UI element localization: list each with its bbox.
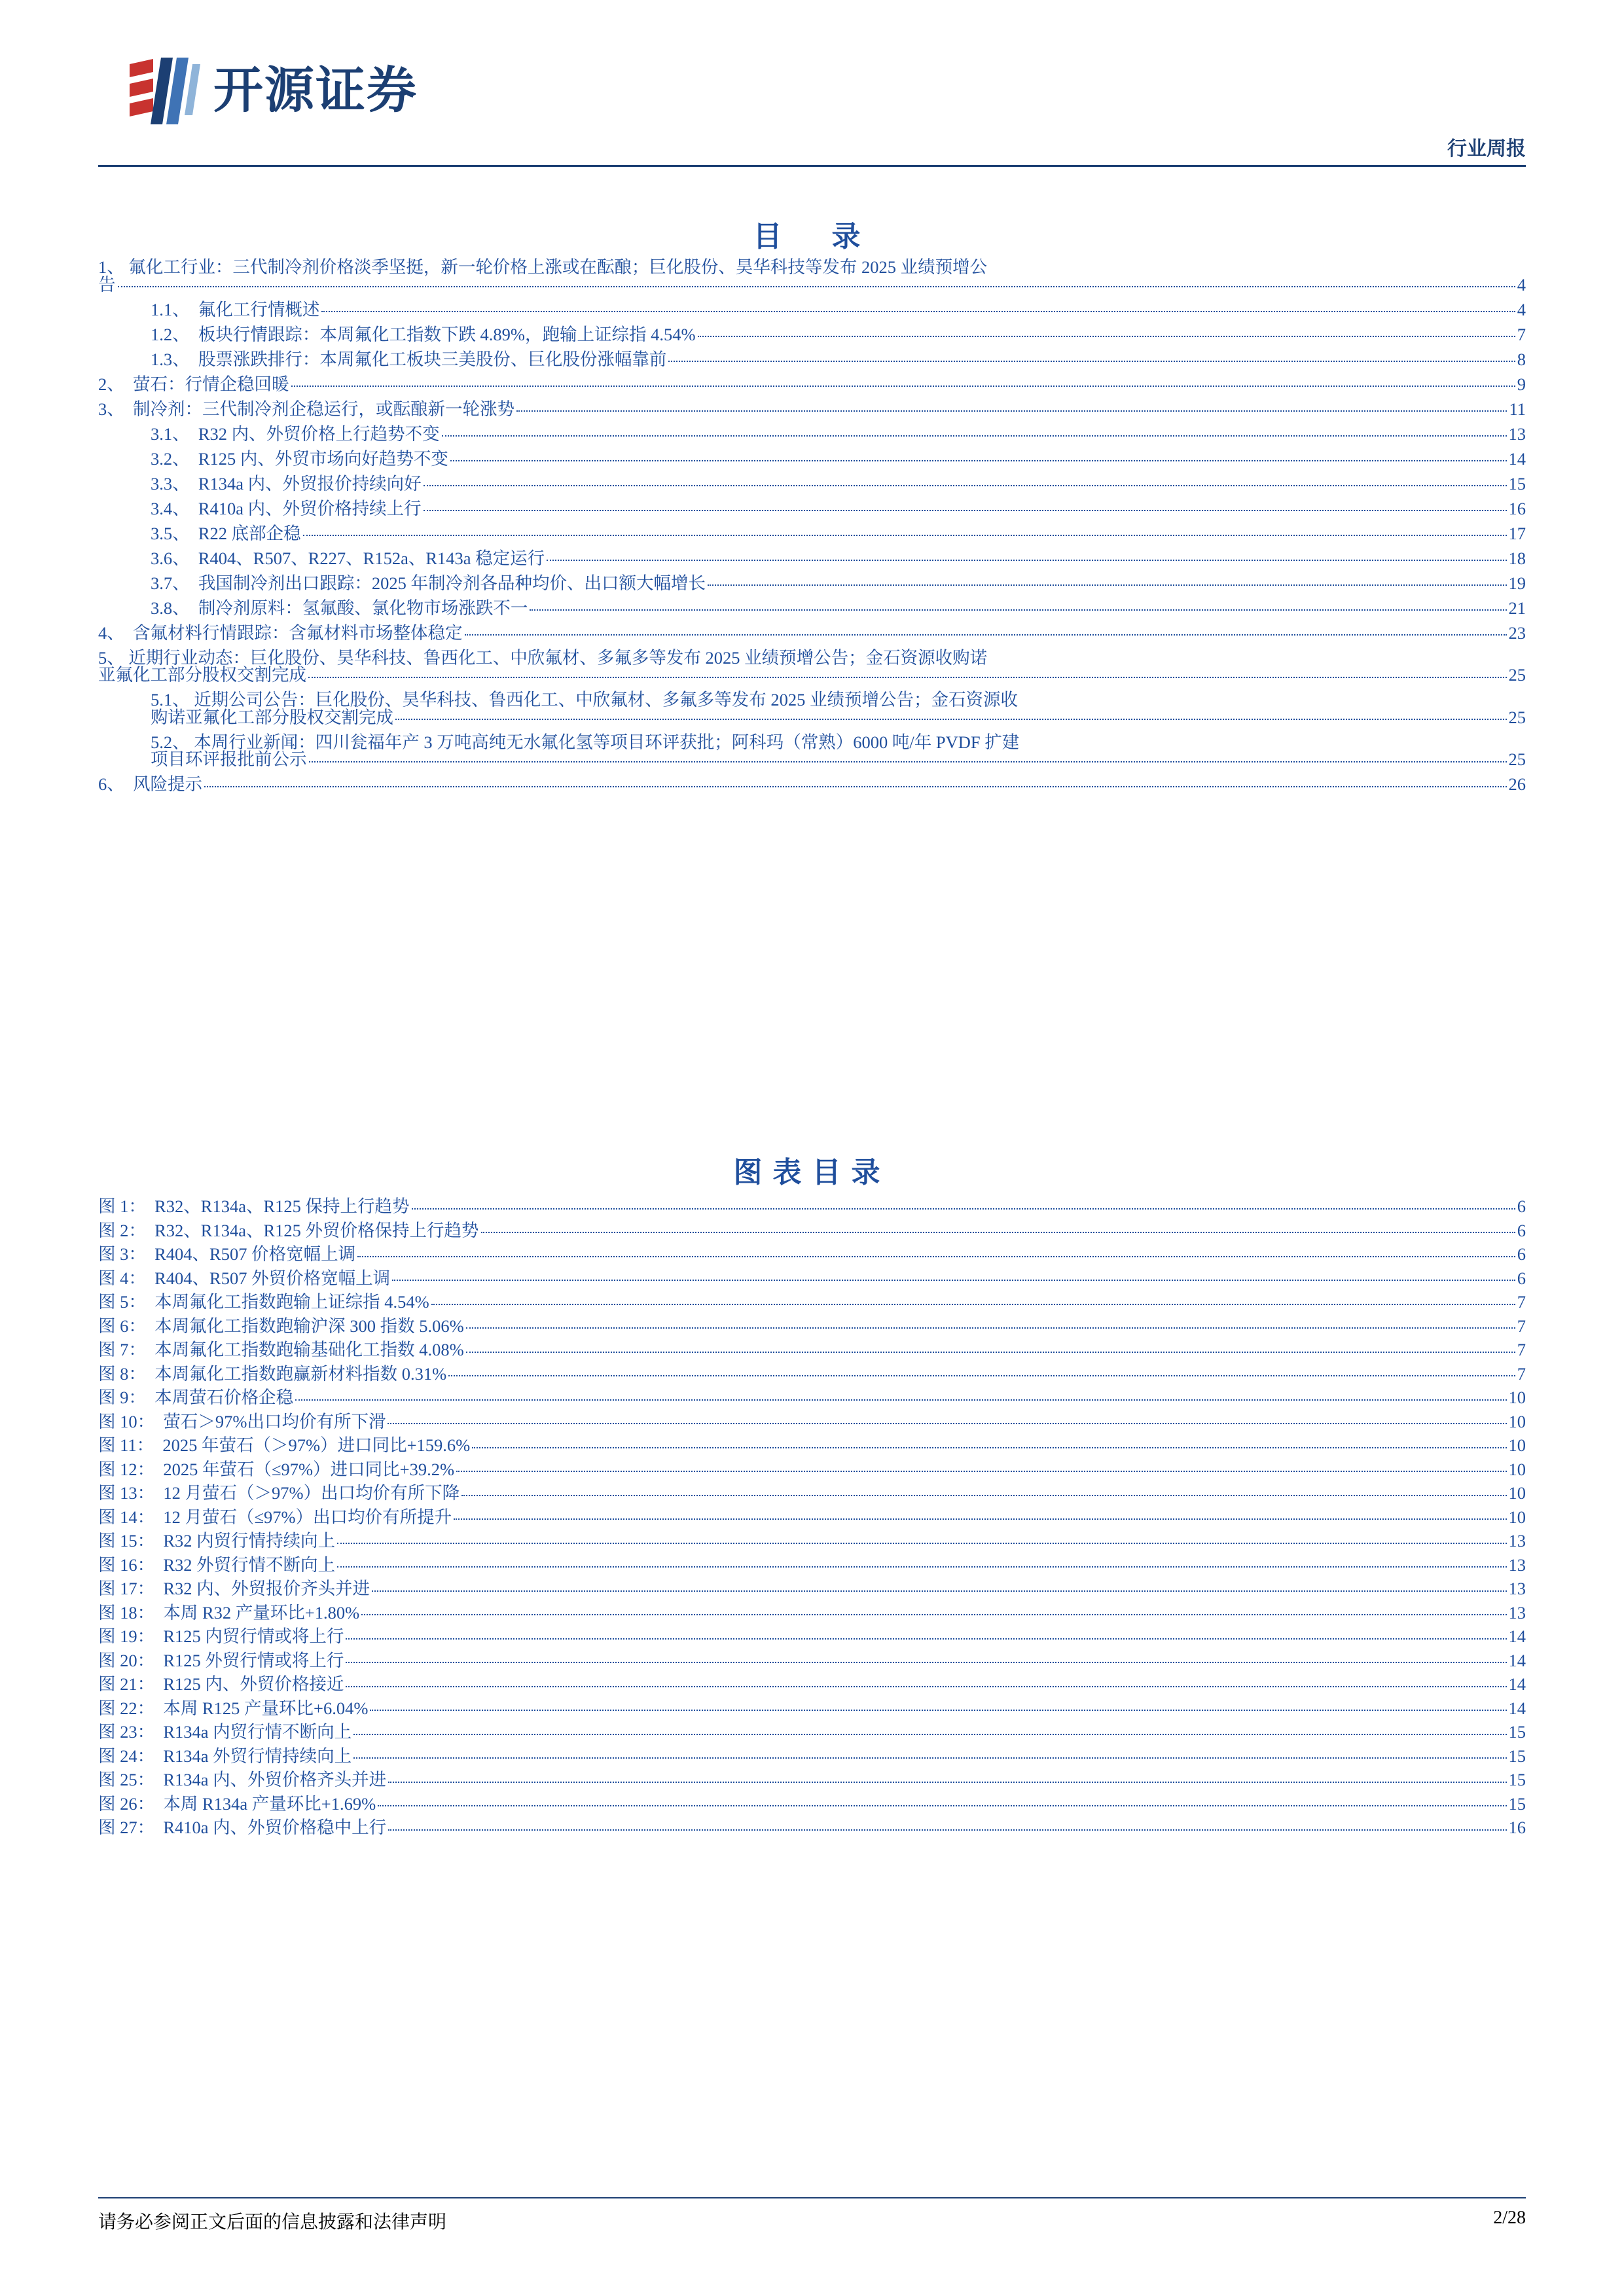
toc-leader-dots (353, 1757, 1506, 1759)
toc-leader-dots (395, 718, 1507, 720)
toc-page-number: 25 (1508, 665, 1526, 685)
toc-page-number: 15 (1508, 1770, 1526, 1789)
toc-page-number: 10 (1508, 1483, 1526, 1503)
figure-entry[interactable] (98, 1700, 1526, 1717)
toc-leader-dots (295, 1399, 1506, 1401)
toc-entry-label: 图 25： R134a 内、外贸价格齐头并进 (98, 1770, 387, 1789)
toc-page-number: 7 (1517, 1363, 1526, 1384)
toc-entry-label-cont: 项目环评报批前公示 (151, 749, 307, 769)
toc-page-number: 25 (1508, 707, 1526, 727)
toc-leader-dots (337, 1542, 1506, 1544)
toc-entry-label-cont: 购诺亚氟化工部分股权交割完成 (151, 707, 393, 727)
toc-leader-dots (431, 1303, 1515, 1305)
figure-entry[interactable] (98, 1198, 1526, 1215)
figure-entry[interactable] (98, 1389, 1526, 1407)
toc-page-number: 14 (1508, 1650, 1526, 1670)
figure-entry[interactable] (98, 1795, 1526, 1813)
toc-entry-label: 3、 制冷剂：三代制冷剂企稳运行，或酝酿新一轮涨势 (98, 399, 514, 419)
toc-leader-dots (472, 1446, 1506, 1448)
toc-entry[interactable] (98, 259, 1526, 293)
toc-entry-label: 图 9： 本周萤石价格企稳 (98, 1388, 294, 1407)
toc-page-number: 15 (1508, 1722, 1526, 1742)
toc-page-number: 26 (1508, 774, 1526, 794)
toc-leader-dots (392, 1279, 1515, 1281)
page-footer (98, 2197, 1526, 2234)
toc-entry-label: 图 20： R125 外贸行情或将上行 (98, 1650, 344, 1670)
toc-leader-dots (346, 1638, 1506, 1640)
toc-page-number: 7 (1517, 1340, 1526, 1359)
toc-page-number: 13 (1508, 1554, 1526, 1575)
figure-entry[interactable] (98, 1365, 1526, 1383)
toc-leader-dots (388, 1781, 1506, 1783)
toc-entry-label: 图 2： R32、R134a、R125 外贸价格保持上行趋势 (98, 1220, 479, 1240)
toc-page-number: 6 (1517, 1244, 1526, 1264)
toc-entry-label: 图 21： R125 内、外贸价格接近 (98, 1674, 344, 1694)
toc-page-number: 15 (1508, 473, 1526, 493)
toc-leader-dots (450, 459, 1507, 461)
toc-leader-dots (456, 1470, 1506, 1472)
toc-entry-label: 图 4： R404、R507 外贸价格宽幅上调 (98, 1268, 391, 1288)
toc-entry-label: 图 19： R125 内贸行情或将上行 (98, 1626, 344, 1646)
figure-entry[interactable] (98, 1556, 1526, 1574)
toc-entry[interactable] (98, 525, 1526, 543)
toc-entry-label: 图 24： R134a 外贸行情持续向上 (98, 1746, 352, 1766)
toc-leader-dots (388, 1422, 1506, 1424)
figure-entry[interactable] (98, 1222, 1526, 1240)
toc-entry-label: 3.3、 R134a 内、外贸报价持续向好 (151, 473, 422, 493)
toc-entry-label-cont: 亚氟化工部分股权交割完成 (98, 665, 306, 685)
toc-leader-dots (370, 1709, 1506, 1711)
toc-leader-dots (708, 584, 1507, 586)
figure-entry[interactable] (98, 1604, 1526, 1622)
toc-heading: 目 录 (753, 221, 871, 253)
toc-leader-dots (547, 559, 1506, 561)
toc-leader-dots (481, 1231, 1515, 1233)
toc-entry-label: 图 8： 本周氟化工指数跑赢新材料指数 0.31% (98, 1363, 447, 1384)
footer-divider (98, 2197, 1526, 2198)
toc-page-number: 13 (1508, 1531, 1526, 1551)
figure-list (98, 1198, 1526, 1843)
toc-entry-label: 3.7、 我国制冷剂出口跟踪：2025 年制冷剂各品种均价、出口额大幅增长 (151, 573, 706, 593)
toc-page-number: 10 (1508, 1459, 1526, 1479)
toc-leader-dots (321, 310, 1515, 312)
toc-leader-dots (372, 1590, 1506, 1592)
toc-entry-label: 3.5、 R22 底部企稳 (151, 523, 301, 543)
toc-page-number: 6 (1517, 1220, 1526, 1240)
toc-entry-label: 图 17： R32 内、外贸报价齐头并进 (98, 1579, 370, 1598)
toc-entry-label: 图 18： 本周 R32 产量环比+1.80% (98, 1602, 360, 1623)
figure-entry[interactable] (98, 1748, 1526, 1765)
header-divider (98, 165, 1526, 167)
toc-page-number: 18 (1508, 548, 1526, 568)
toc-page-number: 25 (1508, 749, 1526, 769)
figure-entry[interactable] (98, 1437, 1526, 1454)
toc-leader-dots (309, 761, 1507, 762)
figure-entry[interactable] (98, 1628, 1526, 1645)
toc-entry[interactable] (98, 691, 1526, 726)
footer-page-number: 2/28 (1493, 2208, 1526, 2228)
toc-leader-dots (361, 1613, 1506, 1615)
toc-entry-label: 5.2、 本周行业新闻：四川瓮福年产 3 万吨高纯无水氟化氢等项目环评获批；阿科玛（常熟）6000 吨/年 PVDF 扩建 (151, 732, 1020, 752)
toc-leader-dots (668, 360, 1515, 362)
toc-entry-label: 图 22： 本周 R125 产量环比+6.04% (98, 1698, 369, 1718)
toc-leader-dots (454, 1518, 1506, 1520)
figure-entry[interactable] (98, 1341, 1526, 1359)
document-type-label: 行业周报 (1447, 138, 1526, 160)
toc-leader-dots (346, 1685, 1506, 1687)
toc-page-number: 14 (1508, 1674, 1526, 1694)
toc-entry-label: 3.4、 R410a 内、外贸价格持续上行 (151, 498, 422, 518)
figure-entry[interactable] (98, 1270, 1526, 1287)
figure-entry[interactable] (98, 1652, 1526, 1670)
toc-entry-label: 4、 含氟材料行情跟踪：含氟材料市场整体稳定 (98, 622, 463, 643)
toc-page-number: 11 (1509, 399, 1526, 419)
toc-page-number: 8 (1517, 349, 1526, 369)
toc-entry[interactable] (98, 575, 1526, 592)
toc-entry[interactable] (98, 326, 1526, 344)
toc-entry-label: 图 10： 萤石＞97%出口均价有所下滑 (98, 1411, 386, 1431)
toc-entry-label: 图 13： 12 月萤石（＞97%）出口均价有所下降 (98, 1483, 460, 1503)
toc-page-number: 19 (1508, 573, 1526, 593)
figure-entry[interactable] (98, 1819, 1526, 1837)
brand-logo (124, 52, 418, 130)
toc-leader-dots (118, 285, 1515, 287)
toc-page-number: 10 (1508, 1388, 1526, 1407)
figure-entry[interactable] (98, 1580, 1526, 1598)
toc-entry-label: 3.6、 R404、R507、R227、R152a、R143a 稳定运行 (151, 548, 545, 568)
toc-page-number: 4 (1517, 299, 1526, 319)
toc-page-number: 10 (1508, 1507, 1526, 1527)
toc-entry-label: 6、 风险提示 (98, 774, 202, 794)
toc-entry[interactable] (98, 376, 1526, 393)
toc-leader-dots (291, 385, 1515, 387)
toc-page-number: 16 (1508, 1818, 1526, 1837)
toc-entry-label: 3.1、 R32 内、外贸价格上行趋势不变 (151, 423, 440, 444)
toc-entry-label: 3.8、 制冷剂原料：氢氟酸、氯化物市场涨跌不一 (151, 598, 528, 618)
toc-entry[interactable] (98, 624, 1526, 642)
toc-entry[interactable] (98, 301, 1526, 319)
toc-leader-dots (424, 509, 1507, 511)
toc-page-number: 13 (1508, 423, 1526, 444)
figures-heading: 图表目录 (733, 1157, 891, 1189)
toc-entry-label: 1、 氟化工行业：三代制冷剂价格淡季坚挺，新一轮价格上涨或在酝酿；巨化股份、昊华科技等发布 2025 业绩预增公 (98, 257, 988, 277)
toc-leader-dots (378, 1804, 1506, 1806)
toc-entry-label: 1.2、 板块行情跟踪：本周氟化工指数下跌 4.89%，跑输上证综指 4.54% (151, 324, 696, 344)
toc-entry-label: 图 3： R404、R507 价格宽幅上调 (98, 1244, 356, 1264)
toc-entry[interactable] (98, 450, 1526, 468)
toc-page-number: 7 (1517, 324, 1526, 344)
toc-entry-label: 图 26： 本周 R134a 产量环比+1.69% (98, 1793, 376, 1814)
toc-leader-dots (516, 410, 1507, 412)
logo-mark-icon (124, 52, 202, 130)
figure-entry[interactable] (98, 1509, 1526, 1526)
table-of-contents (98, 259, 1526, 800)
toc-page-number: 13 (1508, 1579, 1526, 1598)
figure-entry[interactable] (98, 1676, 1526, 1693)
toc-entry[interactable] (98, 734, 1526, 768)
toc-leader-dots (303, 534, 1507, 536)
figure-entry[interactable] (98, 1318, 1526, 1335)
toc-entry-label: 图 27： R410a 内、外贸价格稳中上行 (98, 1818, 387, 1837)
toc-page-number: 6 (1517, 1268, 1526, 1288)
brand-name: 开源证券 (213, 63, 418, 118)
figure-entry[interactable] (98, 1532, 1526, 1550)
toc-entry-label: 1.1、 氟化工行情概述 (151, 299, 320, 319)
toc-entry-label: 图 11： 2025 年萤石（＞97%）进口同比+159.6% (98, 1435, 471, 1455)
toc-leader-dots (388, 1829, 1506, 1831)
toc-entry-label: 1.3、 股票涨跌排行：本周氟化工板块三美股份、巨化股份涨幅靠前 (151, 349, 667, 369)
toc-page-number: 13 (1508, 1602, 1526, 1623)
toc-entry[interactable] (98, 600, 1526, 617)
toc-entry[interactable] (98, 401, 1526, 418)
toc-page-number: 4 (1517, 274, 1526, 295)
figures-heading-wrap (0, 1149, 1624, 1191)
toc-entry[interactable] (98, 649, 1526, 684)
toc-leader-dots (698, 335, 1515, 337)
toc-entry-label: 3.2、 R125 内、外贸市场向好趋势不变 (151, 448, 448, 469)
toc-page-number: 7 (1517, 1316, 1526, 1336)
toc-entry-label: 2、 萤石：行情企稳回暖 (98, 374, 289, 394)
toc-leader-dots (448, 1374, 1515, 1376)
toc-page-number: 9 (1517, 374, 1526, 394)
figure-entry[interactable] (98, 1771, 1526, 1789)
toc-leader-dots (530, 609, 1506, 611)
page-header (98, 46, 1526, 167)
toc-page-number: 23 (1508, 622, 1526, 643)
toc-entry[interactable] (98, 500, 1526, 518)
toc-entry[interactable] (98, 550, 1526, 567)
toc-entry-label: 5.1、 近期公司公告：巨化股份、昊华科技、鲁西化工、中欣氟材、多氟多等发布 2025 业绩预增公告；金石资源收 (151, 690, 1018, 709)
figure-entry[interactable] (98, 1246, 1526, 1263)
figure-entry[interactable] (98, 1413, 1526, 1431)
toc-page-number: 14 (1508, 1698, 1526, 1718)
toc-page-number: 7 (1517, 1292, 1526, 1312)
toc-entry-label-cont: 告 (98, 274, 116, 295)
toc-page-number: 15 (1508, 1793, 1526, 1814)
toc-leader-dots (308, 676, 1507, 678)
toc-page-number: 14 (1508, 448, 1526, 469)
toc-leader-dots (357, 1255, 1515, 1257)
toc-entry-label: 图 16： R32 外贸行情不断向上 (98, 1554, 336, 1575)
toc-entry-label: 5、 近期行业动态：巨化股份、昊华科技、鲁西化工、中欣氟材、多氟多等发布 2025 业绩预增公告；金石资源收购诺 (98, 647, 988, 668)
toc-page-number: 6 (1517, 1196, 1526, 1216)
figure-entry[interactable] (98, 1293, 1526, 1311)
toc-leader-dots (346, 1661, 1506, 1663)
toc-entry-label: 图 14： 12 月萤石（≤97%）出口均价有所提升 (98, 1507, 452, 1527)
toc-page-number: 17 (1508, 523, 1526, 543)
toc-entry-label: 图 1： R32、R134a、R125 保持上行趋势 (98, 1196, 410, 1216)
toc-leader-dots (204, 785, 1507, 787)
toc-entry-label: 图 7： 本周氟化工指数跑输基础化工指数 4.08% (98, 1340, 464, 1359)
toc-heading-wrap (0, 213, 1624, 255)
figure-entry[interactable] (98, 1723, 1526, 1741)
toc-entry[interactable] (98, 425, 1526, 443)
toc-entry-label: 图 15： R32 内贸行情持续向上 (98, 1531, 336, 1551)
toc-leader-dots (424, 484, 1507, 486)
toc-leader-dots (337, 1566, 1506, 1568)
toc-leader-dots (465, 634, 1507, 636)
toc-entry[interactable] (98, 776, 1526, 793)
figure-entry[interactable] (98, 1461, 1526, 1479)
toc-page-number: 14 (1508, 1626, 1526, 1646)
toc-entry-label: 图 23： R134a 内贸行情不断向上 (98, 1722, 352, 1742)
toc-page-number: 21 (1508, 598, 1526, 618)
toc-entry-label: 图 6： 本周氟化工指数跑输沪深 300 指数 5.06% (98, 1316, 464, 1336)
toc-leader-dots (466, 1327, 1515, 1329)
footer-disclaimer: 请务必参阅正文后面的信息披露和法律声明 (98, 2212, 447, 2233)
toc-leader-dots (461, 1494, 1506, 1496)
toc-page-number: 16 (1508, 498, 1526, 518)
toc-entry[interactable] (98, 475, 1526, 493)
toc-entry-label: 图 5： 本周氟化工指数跑输上证综指 4.54% (98, 1292, 429, 1312)
toc-page-number: 10 (1508, 1435, 1526, 1455)
toc-leader-dots (442, 435, 1507, 437)
toc-leader-dots (353, 1733, 1506, 1735)
toc-leader-dots (466, 1351, 1515, 1353)
toc-entry[interactable] (98, 351, 1526, 368)
toc-leader-dots (412, 1208, 1515, 1210)
toc-entry-label: 图 12： 2025 年萤石（≤97%）进口同比+39.2% (98, 1459, 455, 1479)
figure-entry[interactable] (98, 1484, 1526, 1502)
toc-page-number: 15 (1508, 1746, 1526, 1766)
toc-page-number: 10 (1508, 1411, 1526, 1431)
